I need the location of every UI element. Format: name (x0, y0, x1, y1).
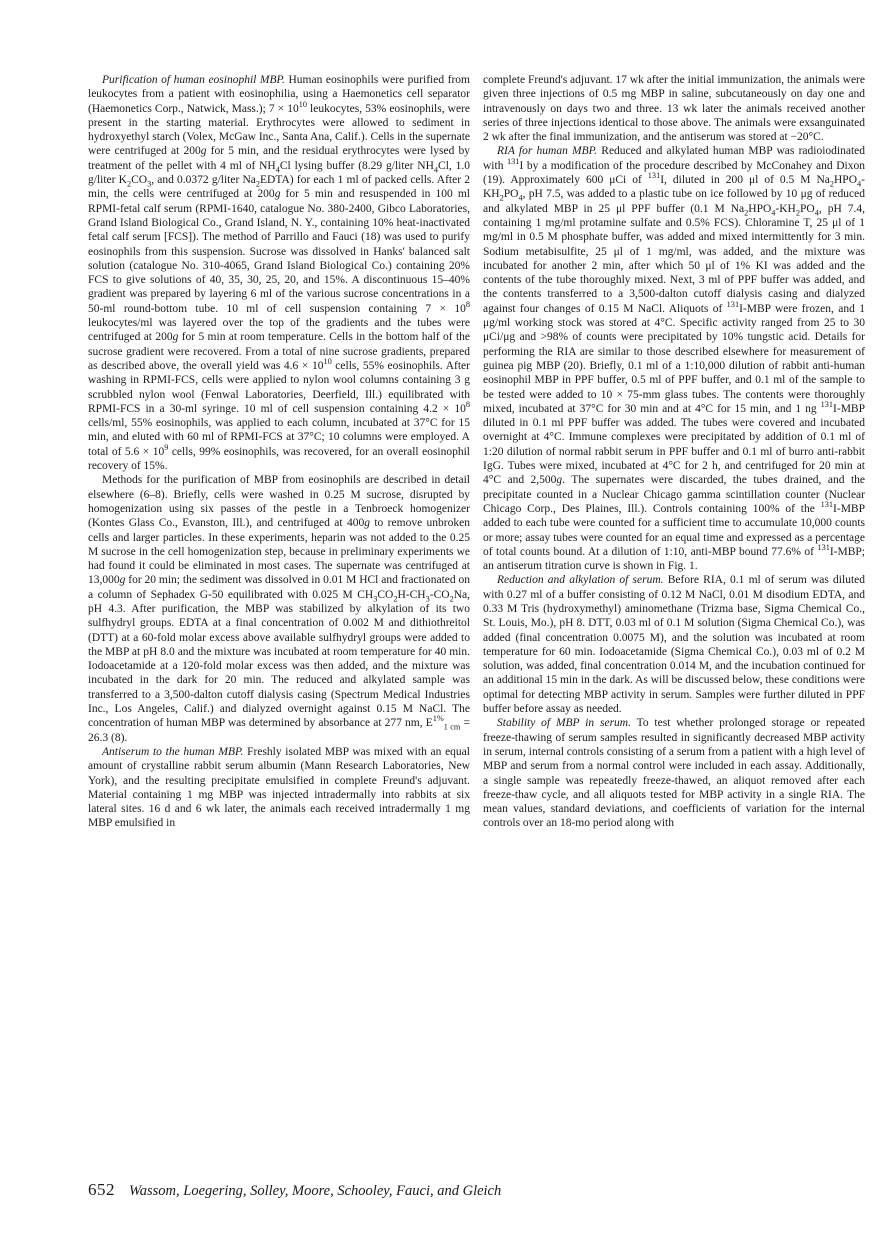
section-heading-purification: Purification of human eosinophil MBP. (102, 74, 285, 86)
page-footer (88, 1180, 868, 1200)
right-column (483, 73, 865, 831)
section-heading-stability: Stability of MBP in serum. (497, 717, 631, 730)
paragraph-antiserum: Antiserum to the human MBP. Freshly isolated MBP was mixed with an equal amount of crystalline rabbit serum albumin (Mann Research Laboratories, New York), and the resulting precipitate emulsified in complete Freund's adjuvant. Material containing 1 mg MBP was injected intradermally into rabbits at six lateral sites. 16 d and 6 wk later, the animals each received intradermally 1 mg MBP emulsified in (88, 745, 470, 830)
section-heading-ria: RIA for human MBP. (497, 145, 598, 158)
section-heading-reduction: Reduction and alkylation of serum. (497, 574, 664, 587)
left-column (88, 73, 470, 831)
paragraph-ria: RIA for human MBP. Reduced and alkylated human MBP was radioiodinated with $^{131}$I by a modification of the procedure described by McConahey and Dixon (19). Approximately 600 μCi of $^{131}$I, diluted in 200 μl of 0.5 M $Na_2HPO_4-KH_2PO_4$, pH 7.5, was added to a plastic tube on ice followed by 10 μg of reduced and alkylated MBP in 25 μl PPF buffer (0.1 M $Na_2HPO_4-KH_2PO_4$, pH 7.4, containing 1 mg/ml protamine sulfate and 0.5% FCS). Chloramine T, 25 μl of 1 mg/ml in 0.5 M phosphate buffer, was added and mixed intermittently for 3 min. Sodium metabisulfite, 25 μl of 1 mg/ml, was added, and the mixture was incubated for another 2 min, after which 50 μl of 1% KI was added and the contents of the tube thoroughly mixed. Next, 3 ml of PPF buffer was added, and the contents transferred to a 3,500-dalton cutoff dialysis casing and dialyzed against four changes of 0.15 M NaCl. Aliquots of $^{131}$I-MBP were frozen, and 1 μg/ml working stock was stored at 4°C. Specific activity ranged from 25 to 30 μCi/μg and >98% of counts were precipitated by 10% tungstic acid. Details for performing the RIA are similar to those described elsewhere for measurement of guinea pig MBP (20). Briefly, 0.1 ml of a 1:10,000 dilution of rabbit anti-human eosinophil MBP in PPF buffer, 0.5 ml of PPF buffer, and 0.1 ml of the sample to be tested were added to 10 × 75-mm glass tubes. The contents were thoroughly mixed, incubated at 37°C for 30 min and at 4°C for 15 min, and 1 ng $^{131}$I-MBP diluted in 0.1 ml PPF buffer was added. The tubes were covered and incubated overnight at 4°C. Immune complexes were precipitated by addition of 0.1 ml of 1:20 dilution of normal rabbit serum in PPF buffer and 0.1 ml of burro anti-rabbit IgG. Tubes were mixed, incubated at 4°C for 2 h, and centrifuged for 20 min at 4°C and 2,500g. The supernates were discarded, the tubes drained, and the precipitate counted in a Nuclear Chicago gamma scintillation counter (Nuclear Chicago Corp., Des Plaines, Ill.). Controls containing 100% of the $^{131}$I-MBP added to each tube were counted for a sufficient time to accumulate 10,000 counts or more; assay tubes were counted for an equal time and expressed as a percentage of total counts bound. At a dilution of 1:10, anti-MBP bound 77.6% of $^{131}$I-MBP; an antiserum titration curve is shown in Fig. 1. (483, 145, 866, 573)
paragraph-purification-eosinophil: Purification of human eosinophil MBP. Human eosinophils were purified from leukocytes from a patient with eosinophilia, using a Haemonetics cell separator (Haemonetics Corp., Natwick, Mass.); $7 \times 10^{10}$ leukocytes, 53% eosinophils, were present in the starting material. Erythrocytes were allowed to sediment in hydroxyethyl starch (Volex, McGaw Inc., Santa Ana, Calif.). Cells in the supernate were centrifuged at 200g for 5 min, and the residual erythrocytes were lysed by treatment of the pellet with 4 ml of $NH_4Cl$ lysing buffer (8.29 g/liter $NH_4Cl$, 1.0 g/liter $K_2CO_3$, and 0.0372 g/liter $Na_2EDTA$) for each 1 ml of packed cells. After 2 min, the cells were centrifuged at 200g for 5 min and resuspended in 100 ml RPMI-fetal calf serum (RPMI-1640, catalogue No. 380-2400, Gibco Laboratories, Grand Island Biological Co., Grand Island, N. Y., containing 10% heat-inactivated fetal calf serum [FCS]). The method of Parrillo and Fauci (18) was used to purify eosinophils from this suspension. Sucrose was dissolved in Hanks' balanced salt solution (catalogue No. 310-4065, Grand Island Biological Co.) containing 20% FCS to give solutions of 40, 35, 30, 25, 20, and 15%. A discontinuous 15–40% gradient was prepared by layering 6 ml of the various sucrose concentrations in a 50-ml round-bottom tube. 10 ml of cell suspension containing $7 \times 10^8$ leukocytes/ml was layered over the top of the gradients and the tubes were centrifuged at 200g for 5 min at room temperature. Cells in the bottom half of the sucrose gradient were recovered. From a total of nine sucrose gradients, prepared as described above, the overall yield was $4.6 \times 10^{10}$ cells, 55% eosinophils. After washing in RPMI-FCS, cells were applied to nylon wool columns containing 3 g scrubbled nylon wool (Fenwal Laboratories, Deerfield, Ill.) equilibrated with RPMI-FCS in a 30-ml syringe. 10 ml of cell suspension containing $4.2 \times 10^8$ cells/ml, 55% eosinophils, was applied to each column, incubated at 37°C for 15 min, and eluted with 60 ml of RPMI-FCS at 37°C; 10 columns were employed. A total of $5.6 \times 10^9$ cells, 99% eosinophils, was recovered, for an overall eosinophil recovery of 15%. (88, 74, 470, 473)
running-authors: Wassom, Loegering, Solley, Moore, Schooley, Fauci, and Gleich (129, 1183, 502, 1199)
paragraph-reduction-alkylation: Reduction and alkylation of serum. Before RIA, 0.1 ml of serum was diluted with 0.27 ml of a buffer consisting of 0.12 M NaCl, 0.01 M disodium EDTA, and 0.33 M Tris (hydroxymethyl) aminomethane (Trizma base, Sigma Chemical Co., St. Louis, Mo.), pH 8. DTT, 0.03 ml of 0.1 M solution (Sigma Chemical Co.), was added (final concentration 0.0075 M), and the solution was incubated at room temperature for 60 min. Iodoacetamide (Sigma Chemical Co.), 0.03 ml of 0.2 M solution, was added, final concentration 0.014 M, and the incubation continued for an additional 15 min in the dark. As will be discussed below, these conditions were optimal for detecting MBP activity in serum. Samples were further diluted in PPF buffer before assay as needed. (483, 574, 865, 716)
section-heading-antiserum: Antiserum to the human MBP. (102, 745, 244, 758)
paragraph-stability: Stability of MBP in serum. To test whether prolonged storage or repeated freeze-thawing of serum samples resulted in significantly decreased MBP activity in serum, internal controls consisting of a serum from a patient with a high level of MBP and serum from a normal control were included in each assay. Additionally, a single sample was repeatedly freeze-thawed, an aliquot removed after each freeze-thaw cycle, and all aliquots tested for MBP activity in a single RIA. The mean values, standard deviations, and coefficients of variation for the internal controls over an 18-mo period along with (483, 717, 865, 830)
page-number: 652 (88, 1180, 115, 1199)
paragraph-methods-purification: Methods for the purification of MBP from eosinophils are described in detail elsewhere (6–8). Briefly, cells were washed in 0.25 M sucrose, disrupted by homogenization using six passes of the pestle in a Tenbroeck homogenizer (Kontes Glass Co., Evanston, Ill.), and centrifuged at 400g to remove unbroken cells and larger particles. In these experiments, heparin was not added to the 0.25 M sucrose in the cell homogenization step, because in preliminary experiments we had found it could be eliminated in most cases. The supernate was centrifuged at 13,000g for 20 min; the sediment was dissolved in 0.01 M HCl and fractionated on a column of Sephadex G-50 equilibrated with 0.025 M $CH_3CO_2H-CH_3-CO_2Na$, pH 4.3. After purification, the MBP was stabilized by alkylation of its two sulfhydryl groups. EDTA at a final concentration of 0.002 M and dithiothreitol (DTT) at a 60-fold molar excess above available sulfhydryl groups were added to the MBP at pH 8.0 and the mixture was incubated at room temperature for 40 min. Iodoacetamide at a 120-fold molar excess was then added, and the mixture was incubated in the dark for 20 min. The reduced and alkylated sample was transferred to a 3,500-dalton cutoff dialysis casing (Spectrum Medical Industries Inc., Los Angeles, Calif.) and dialyzed overnight against 0.15 M NaCl. The concentration of human MBP was determined by absorbance at 277 nm, $E^{1\%}_{1 cm} = 26.3$ (8). (88, 474, 470, 744)
paragraph-antiserum-continued: complete Freund's adjuvant. 17 wk after the initial immunization, the animals were given three injections of 0.5 mg MBP in saline, subcutaneously on day one and intravenously on days two and three. 13 wk later the animals received another series of three injections identical to those above. The animals were exsanguinated 2 wk after the final immunization, and the antiserum was stored at −20°C. (483, 74, 865, 144)
